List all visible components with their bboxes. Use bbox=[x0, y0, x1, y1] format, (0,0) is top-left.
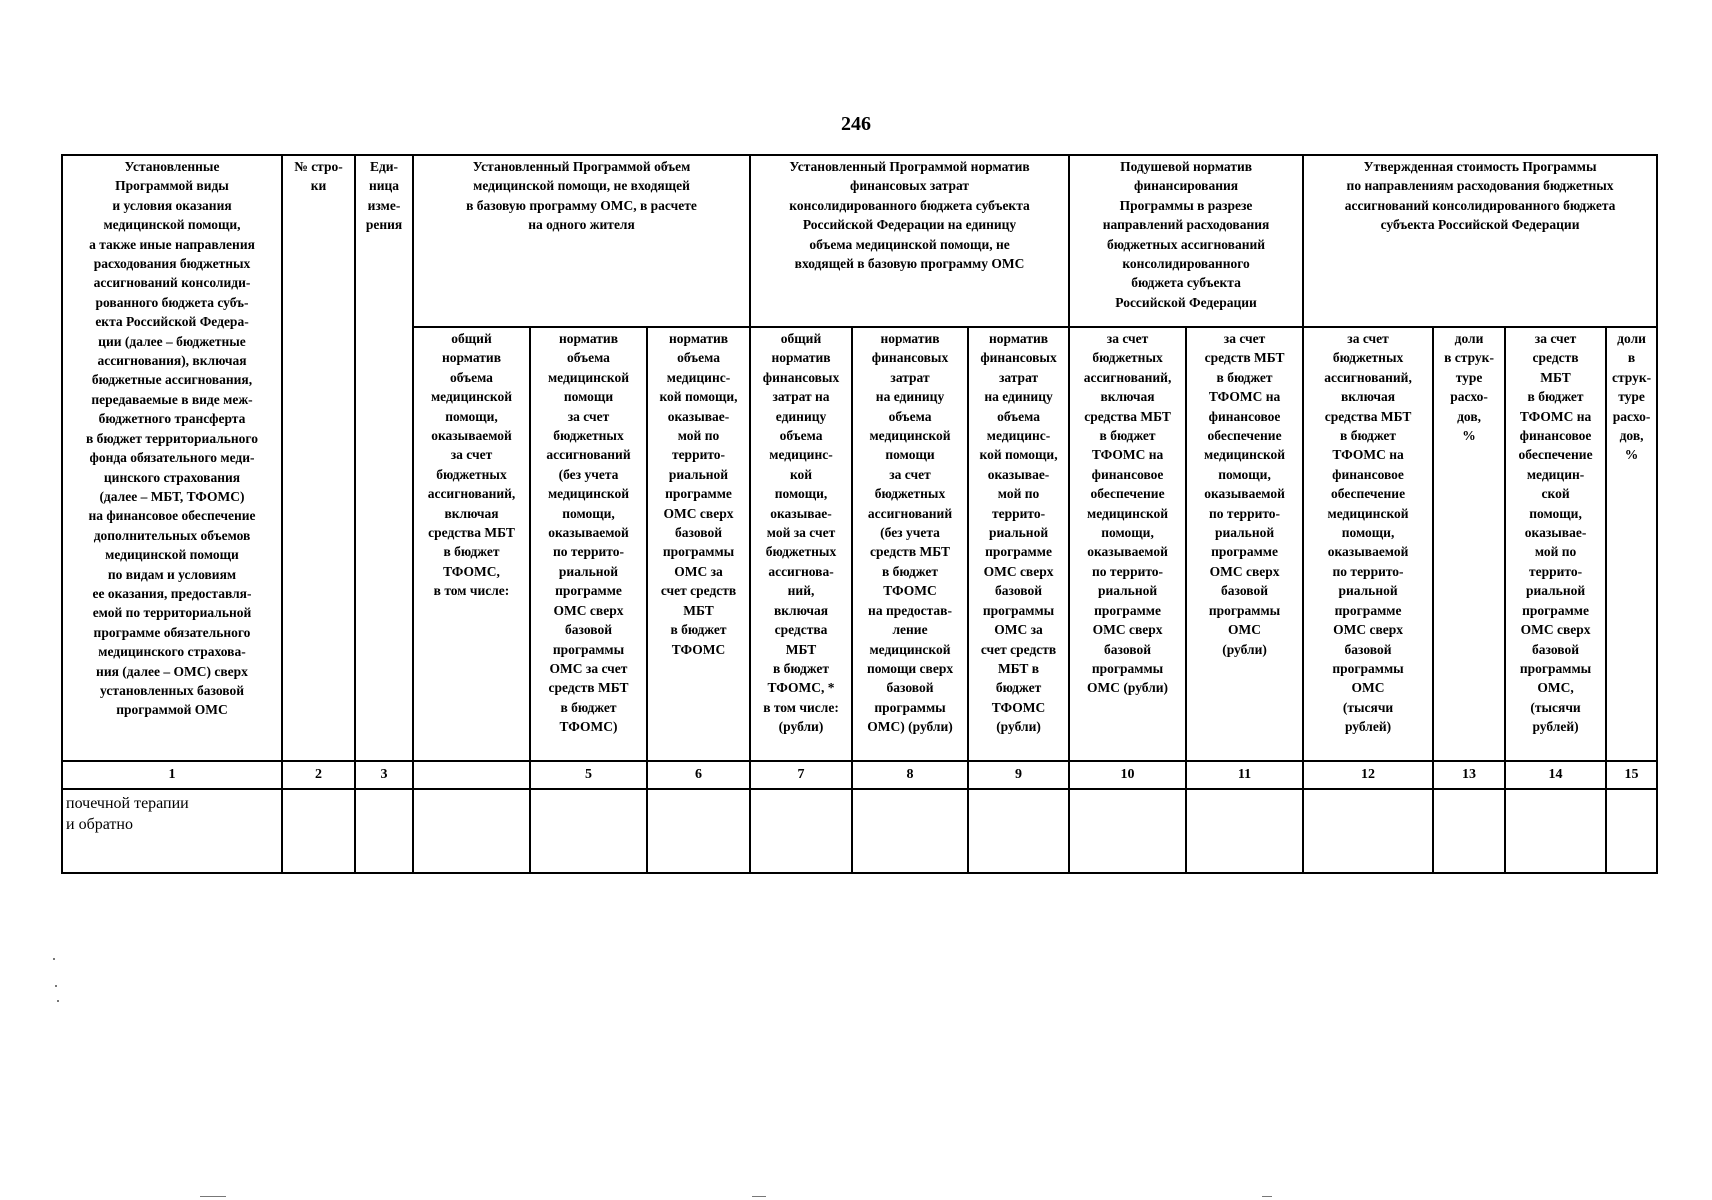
header-service-types: Установленные Программой виды и условия оказания медицинской помощи, а также иные направления расходования бюджетных ассигнований консолиди- рованного бюджета субъ- екта Российской Федера- ции (далее – бюджетные ассигнования), включая бюджетные ассигнования, передаваемые в виде меж- бюджетного трансферта в бюджет территориального фонда обязательного меди- цинского страхования (далее – МБТ, ТФОМС) на финансовое обеспечение дополнительных объемов медицинской помощи по видам и условиям ее оказания, предоставля- емой по территориальной программе обязательного медицинского страхова- ния (далее – ОМС) сверх установленных базовой программой ОМС bbox=[62, 155, 282, 761]
header-sub-col14: за счет средств МБТ в бюджет ТФОМС на финансовое обеспечение медицин- ской помощи, оказывае- мой по террито- риальной программе ОМС сверх базовой программы ОМС, (тысячи рублей) bbox=[1505, 327, 1606, 761]
header-sub-col4: общий норматив объема медицинской помощи, оказываемой за счет бюджетных ассигнований, включая средства МБТ в бюджет ТФОМС, в том числе: bbox=[413, 327, 530, 761]
header-sub-col15: доли в струк- туре расхо- дов, % bbox=[1606, 327, 1657, 761]
table-cell bbox=[282, 789, 355, 873]
column-number-row bbox=[62, 761, 1657, 789]
column-number: 15 bbox=[1606, 761, 1657, 789]
column-number: 12 bbox=[1303, 761, 1433, 789]
column-number: 9 bbox=[968, 761, 1069, 789]
header-row-number: № стро- ки bbox=[282, 155, 355, 761]
table-cell bbox=[968, 789, 1069, 873]
column-number: 6 bbox=[647, 761, 750, 789]
header-unit: Еди- ница изме- рения bbox=[355, 155, 413, 761]
column-number: 5 bbox=[530, 761, 647, 789]
table-cell bbox=[1069, 789, 1186, 873]
header-sub-col9: норматив финансовых затрат на единицу объема медицинс- кой помощи, оказывае- мой по террито- риальной программе ОМС сверх базовой программы ОМС за счет средств МБТ в бюджет ТФОМС (рубли) bbox=[968, 327, 1069, 761]
header-sub-col5: норматив объема медицинской помощи за счет бюджетных ассигнований (без учета медицинской помощи, оказываемой по террито- риальной программе ОМС сверх базовой программы ОМС за счет средств МБТ в бюджет ТФОМС) bbox=[530, 327, 647, 761]
scan-dot bbox=[53, 958, 55, 960]
table-cell bbox=[355, 789, 413, 873]
page-number: 246 bbox=[841, 113, 871, 135]
column-number: 1 bbox=[62, 761, 282, 789]
scan-edge-mark bbox=[200, 1196, 226, 1197]
header-sub-col8: норматив финансовых затрат на единицу объема медицинской помощи за счет бюджетных ассигнований (без учета средств МБТ в бюджет ТФОМС на предостав- ление медицинской помощи сверх базовой программы ОМС) (рубли) bbox=[852, 327, 968, 761]
scan-edge-mark bbox=[1262, 1196, 1272, 1197]
header-sub-col6: норматив объема медицинс- кой помощи, оказывае- мой по террито- риальной программе ОМС сверх базовой программы ОМС за счет средств МБТ в бюджет ТФОМС bbox=[647, 327, 750, 761]
header-percapita-group: Подушевой норматив финансирования Программы в разрезе направлений расходования бюджетных ассигнований консолидированного бюджета субъекта Российской Федерации bbox=[1069, 155, 1303, 327]
header-sub-col10: за счет бюджетных ассигнований, включая средства МБТ в бюджет ТФОМС на финансовое обеспечение медицинской помощи, оказываемой по террито- риальной программе ОМС сверх базовой программы ОМС (рубли) bbox=[1069, 327, 1186, 761]
table-cell bbox=[413, 789, 530, 873]
table-cell bbox=[750, 789, 852, 873]
column-number: 11 bbox=[1186, 761, 1303, 789]
column-number bbox=[413, 761, 530, 789]
column-number: 10 bbox=[1069, 761, 1186, 789]
table-row bbox=[62, 789, 1657, 873]
column-number: 14 bbox=[1505, 761, 1606, 789]
header-row-top bbox=[62, 155, 1657, 327]
table-cell bbox=[1303, 789, 1433, 873]
table-cell bbox=[852, 789, 968, 873]
column-number: 3 bbox=[355, 761, 413, 789]
header-volume-group: Установленный Программой объем медицинской помощи, не входящей в базовую программу ОМС, в расчете на одного жителя bbox=[413, 155, 750, 327]
table-cell bbox=[530, 789, 647, 873]
scan-dot bbox=[57, 1000, 59, 1002]
header-sub-col12: за счет бюджетных ассигнований, включая средства МБТ в бюджет ТФОМС на финансовое обеспечение медицинской помощи, оказываемой по террито- риальной программе ОМС сверх базовой программы ОМС (тысячи рублей) bbox=[1303, 327, 1433, 761]
program-cost-table bbox=[61, 154, 1658, 874]
scan-dot bbox=[55, 985, 57, 987]
table-cell bbox=[1433, 789, 1505, 873]
column-number: 13 bbox=[1433, 761, 1505, 789]
row-label: почечной терапии и обратно bbox=[62, 789, 282, 873]
header-sub-col13: доли в струк- туре расхо- дов, % bbox=[1433, 327, 1505, 761]
table-cell bbox=[1606, 789, 1657, 873]
table-cell bbox=[1186, 789, 1303, 873]
column-number: 8 bbox=[852, 761, 968, 789]
column-number: 2 bbox=[282, 761, 355, 789]
column-number: 7 bbox=[750, 761, 852, 789]
table-cell bbox=[1505, 789, 1606, 873]
header-sub-col11: за счет средств МБТ в бюджет ТФОМС на финансовое обеспечение медицинской помощи, оказываемой по террито- риальной программе ОМС сверх базовой программы ОМС (рубли) bbox=[1186, 327, 1303, 761]
table-cell bbox=[647, 789, 750, 873]
header-norm-group: Установленный Программой норматив финансовых затрат консолидированного бюджета субъекта Российской Федерации на единицу объема медицинской помощи, не входящей в базовую программу ОМС bbox=[750, 155, 1069, 327]
scan-edge-mark bbox=[752, 1196, 766, 1197]
header-sub-col7: общий норматив финансовых затрат на единицу объема медицинс- кой помощи, оказывае- мой за счет бюджетных ассигнова- ний, включая средства МБТ в бюджет ТФОМС, * в том числе: (рубли) bbox=[750, 327, 852, 761]
header-cost-group: Утвержденная стоимость Программы по направлениям расходования бюджетных ассигнований консолидированного бюджета субъекта Российской Федерации bbox=[1303, 155, 1657, 327]
